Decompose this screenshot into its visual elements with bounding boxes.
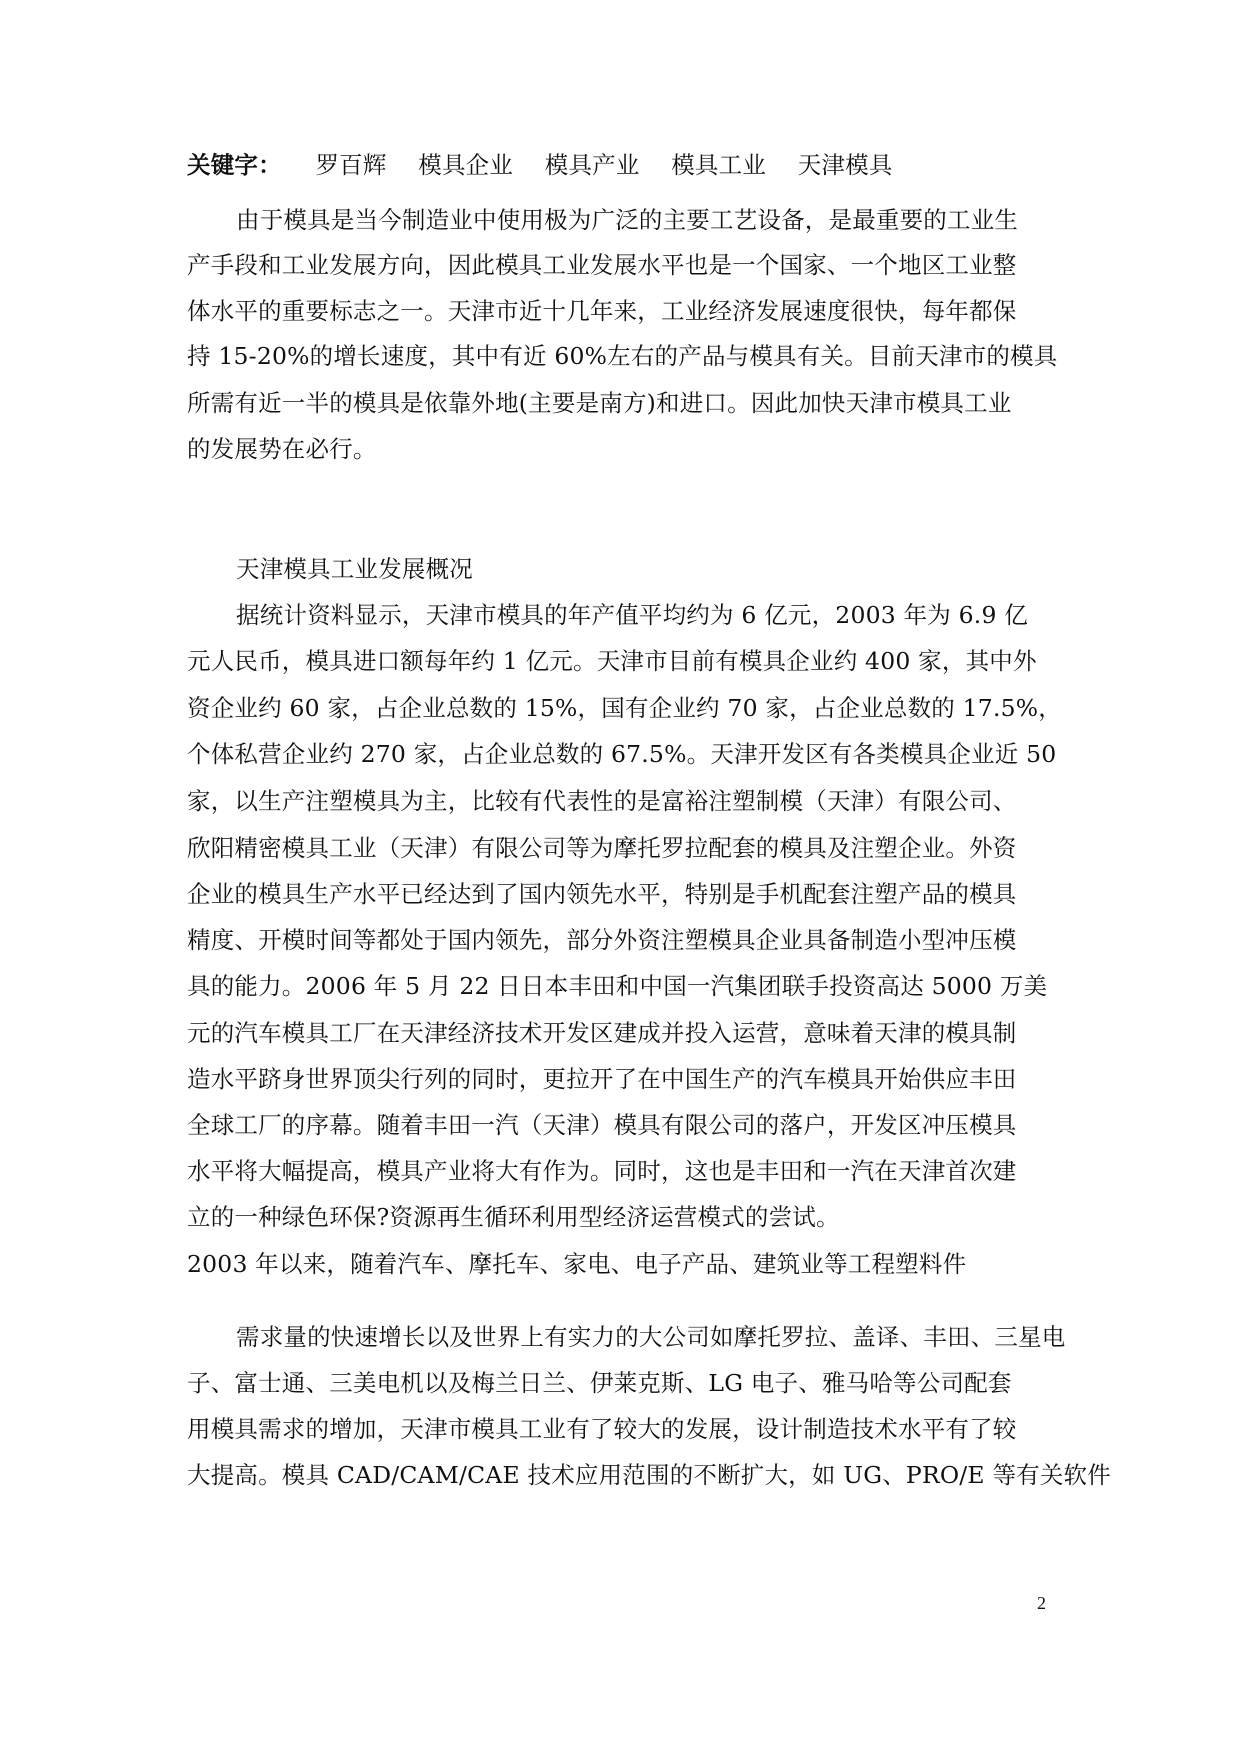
keywords-label: 关键字： bbox=[187, 151, 282, 179]
keywords-line bbox=[187, 150, 917, 180]
paragraph-line: 水平将大幅提高，模具产业将大有作为。同时，这也是丰田和一汽在天津首次建 bbox=[187, 1157, 1017, 1185]
paragraph-line: 持 15-20%的增长速度，其中有近 60%左右的产品与模具有关。目前天津市的模具 bbox=[187, 342, 1058, 370]
keyword-item: 罗百辉 bbox=[315, 151, 387, 179]
keyword-item: 模具企业 bbox=[418, 151, 514, 179]
paragraph-line: 产手段和工业发展方向，因此模具工业发展水平也是一个国家、一个地区工业整 bbox=[187, 251, 1017, 279]
paragraph-line: 子、富士通、三美电机以及梅兰日兰、伊莱克斯、LG 电子、雅马哈等公司配套 bbox=[187, 1369, 1012, 1397]
paragraph-line: 造水平跻身世界顶尖行列的同时，更拉开了在中国生产的汽车模具开始供应丰田 bbox=[187, 1065, 1017, 1093]
paragraph-line: 用模具需求的增加，天津市模具工业有了较大的发展，设计制造技术水平有了较 bbox=[187, 1415, 1017, 1443]
paragraph-line: 的发展势在必行。 bbox=[187, 435, 377, 463]
paragraph-line: 元人民币，模具进口额每年约 1 亿元。天津市目前有模具企业约 400 家，其中外 bbox=[187, 647, 1037, 675]
paragraph-line: 精度、开模时间等都处于国内领先，部分外资注塑模具企业具备制造小型冲压模 bbox=[187, 926, 1017, 954]
section-heading: 天津模具工业发展概况 bbox=[236, 555, 473, 583]
paragraph-line: 由于模具是当今制造业中使用极为广泛的主要工艺设备，是最重要的工业生 bbox=[236, 206, 1019, 234]
paragraph-line: 资企业约 60 家，占企业总数的 15%，国有企业约 70 家，占企业总数的 17.5%， bbox=[187, 694, 1063, 722]
page-number: 2 bbox=[1037, 1593, 1046, 1613]
paragraph-line: 家，以生产注塑模具为主，比较有代表性的是富裕注塑制模（天津）有限公司、 bbox=[187, 787, 1017, 815]
paragraph-line: 元的汽车模具工厂在天津经济技术开发区建成并投入运营，意味着天津的模具制 bbox=[187, 1019, 1017, 1047]
paragraph-line: 所需有近一半的模具是依靠外地(主要是南方)和进口。因此加快天津市模具工业 bbox=[187, 389, 1012, 417]
paragraph-line: 体水平的重要标志之一。天津市近十几年来，工业经济发展速度很快，每年都保 bbox=[187, 297, 1017, 325]
keyword-item: 模具产业 bbox=[544, 151, 640, 179]
paragraph-line: 全球工厂的序幕。随着丰田一汽（天津）模具有限公司的落户，开发区冲压模具 bbox=[187, 1111, 1017, 1139]
paragraph-line: 欣阳精密模具工业（天津）有限公司等为摩托罗拉配套的模具及注塑企业。外资 bbox=[187, 834, 1017, 862]
paragraph-line: 2003 年以来，随着汽车、摩托车、家电、电子产品、建筑业等工程塑料件 bbox=[187, 1250, 967, 1278]
paragraph-line: 个体私营企业约 270 家，占企业总数的 67.5%。天津开发区有各类模具企业近 50 bbox=[187, 740, 1057, 768]
paragraph-line: 具的能力。2006 年 5 月 22 日日本丰田和中国一汽集团联手投资高达 5000 万美 bbox=[187, 972, 1048, 1000]
paragraph-line: 立的一种绿色环保?资源再生循环利用型经济运营模式的尝试。 bbox=[187, 1203, 840, 1231]
paragraph-line: 据统计资料显示，天津市模具的年产值平均约为 6 亿元，2003 年为 6.9 亿 bbox=[236, 601, 1028, 629]
paragraph-line: 大提高。模具 CAD/CAM/CAE 技术应用范围的不断扩大，如 UG、PRO/E 等有关软件 bbox=[187, 1461, 1111, 1489]
paragraph-line: 需求量的快速增长以及世界上有实力的大公司如摩托罗拉、盖译、丰田、三星电 bbox=[236, 1323, 1066, 1351]
keyword-item: 天津模具 bbox=[797, 151, 893, 179]
paragraph-line: 企业的模具生产水平已经达到了国内领先水平，特别是手机配套注塑产品的模具 bbox=[187, 880, 1017, 908]
keyword-item: 模具工业 bbox=[671, 151, 767, 179]
